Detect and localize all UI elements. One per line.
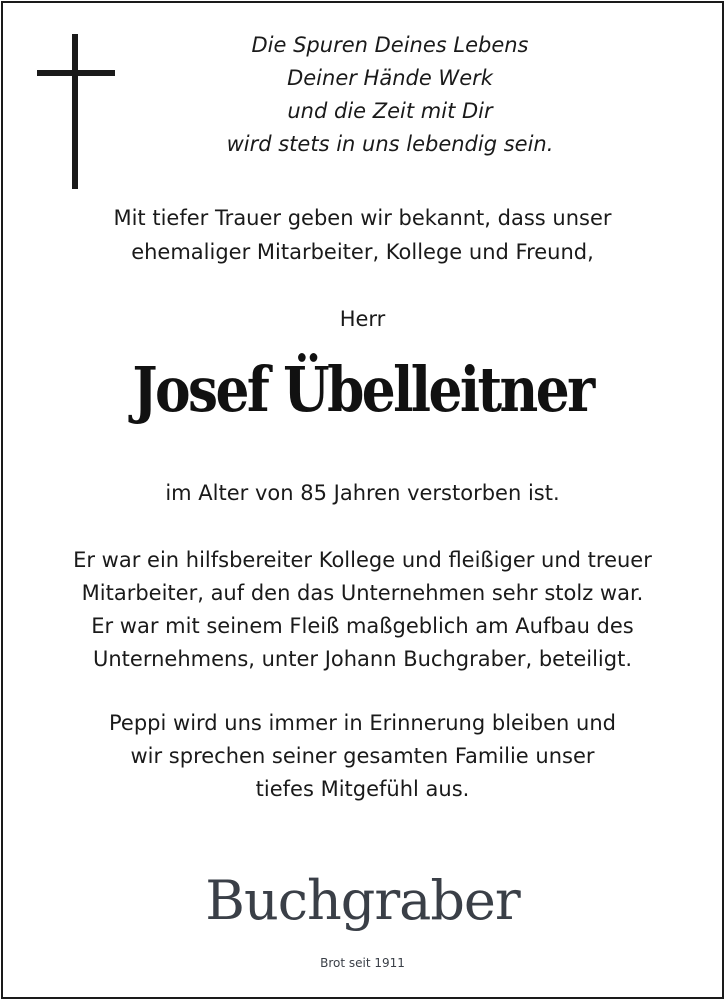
intro-line: ehemaliger Mitarbeiter, Kollege und Freund,: [131, 240, 594, 264]
deceased-name: Josef Übelleitner: [132, 353, 593, 426]
closing-line: Peppi wird uns immer in Erinnerung bleiben und: [109, 711, 616, 735]
company-logo: Buchgraber: [205, 869, 520, 932]
company-tagline: Brot seit 1911: [320, 956, 405, 970]
memorial-poem: [120, 29, 660, 161]
poem-line: Die Spuren Deines Lebens: [251, 33, 529, 57]
tribute-description: [0, 544, 725, 676]
cross-horizontal-bar: [37, 70, 115, 76]
description-line: Unternehmens, unter Johann Buchgraber, beteiligt.: [93, 647, 632, 671]
poem-line: wird stets in uns lebendig sein.: [226, 132, 554, 156]
salutation: Herr: [339, 307, 386, 331]
closing-line: wir sprechen seiner gesamten Familie unser: [130, 744, 595, 768]
poem-line: und die Zeit mit Dir: [287, 99, 493, 123]
age-statement: im Alter von 85 Jahren verstorben ist.: [165, 481, 560, 505]
description-line: Er war mit seinem Fleiß maßgeblich am Aufbau des: [91, 614, 634, 638]
description-line: Er war ein hilfsbereiter Kollege und fleißiger und treuer: [73, 548, 652, 572]
closing-line: tiefes Mitgefühl aus.: [255, 777, 470, 801]
description-line: Mitarbeiter, auf den das Unternehmen sehr stolz war.: [81, 581, 644, 605]
condolence-closing: [0, 707, 725, 806]
poem-line: Deiner Hände Werk: [287, 66, 493, 90]
intro-line: Mit tiefer Trauer geben wir bekannt, dass unser: [113, 206, 612, 230]
announcement-intro: [0, 201, 725, 269]
cross-vertical-bar: [72, 34, 78, 189]
